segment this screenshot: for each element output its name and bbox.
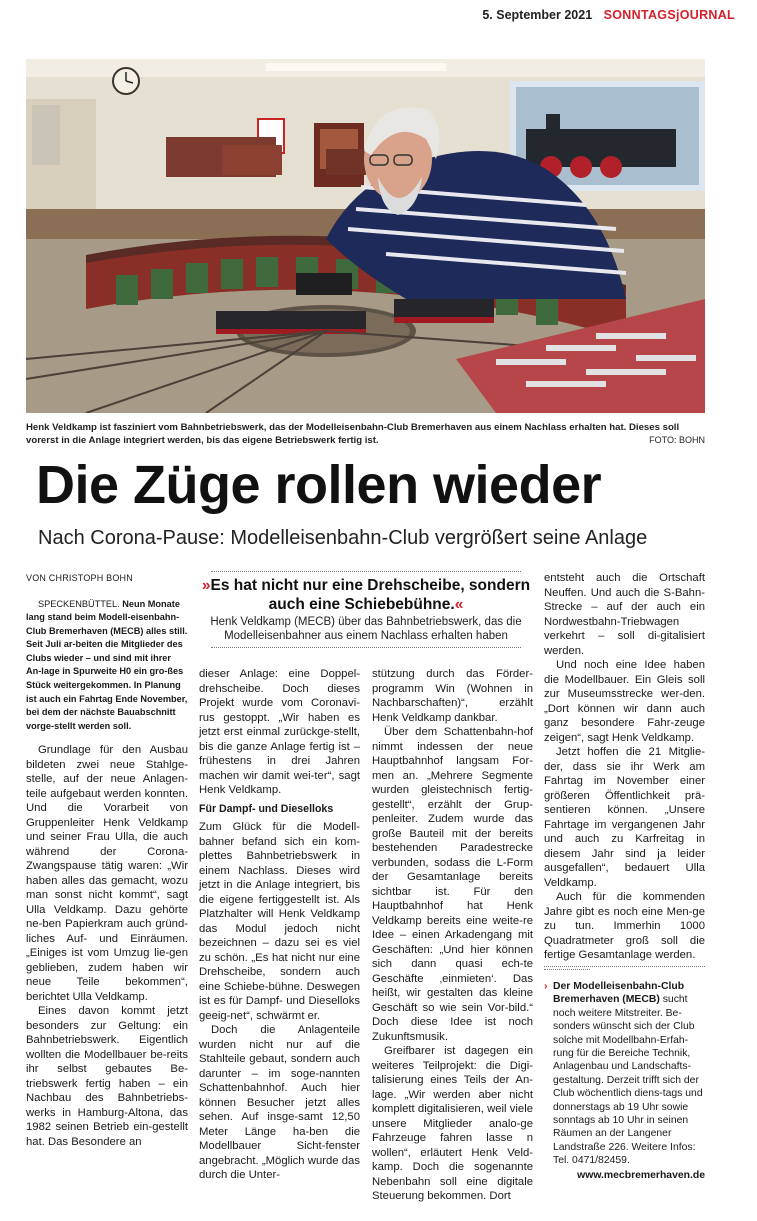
headline: Die Züge rollen wieder — [36, 455, 602, 515]
paragraph: Eines davon kommt jetzt besonders zur Geltung: ein Bahnbetriebswerk. Eigentlich wollten die Modellbauer be-reits ihr selbst gebautes Be-triebswerk fertig haben – ein Nachbau des Bahnbetriebs-werks in Hamburg-Altona, das 1982 seinen Betrieb ein-gestellt hat. Das Besondere an — [26, 1005, 188, 1148]
brand-logo: SONNTAGSjOURNAL — [603, 8, 735, 22]
column-1 — [26, 571, 188, 1149]
quote-divider-top — [211, 571, 521, 572]
pull-quote — [199, 571, 533, 648]
subheadline: Nach Corona-Pause: Modelleisenbahn-Club vergrößert seine Anlage — [38, 527, 648, 549]
quote-close-mark: « — [454, 596, 464, 613]
paragraph: Auch für die kommenden Jahre gibt es noch eine Men-ge zu tun. Immerhin 1000 Quadratmeter groß soll die fertige Gesamtanlage werden. — [544, 891, 705, 961]
column-3 — [372, 667, 533, 1204]
issue-date: 5. September 2021 — [482, 8, 593, 22]
caption-text: Henk Veldkamp ist fasziniert vom Bahnbetriebswerk, das der Modelleisenbahn-Club Bremerhaven aus einem Nachlass erhalten hat. Dieses soll vorerst in die Anlage integriert werden, bis das eigene Betriebswerk fertig ist. — [26, 422, 680, 446]
infobox-divider-short — [544, 969, 590, 970]
paragraph: dieser Anlage: eine Doppel-drehscheibe. Doch dieses Projekt wurde vom Coronavi-rus gestoppt. „Wir haben es jetzt erst einmal zurückge-stellt, bis die ganze Anlage fertig ist – frühestens in drei Jahren machen wir damit wei-ter“, sagt Henk Veldkamp. — [199, 668, 360, 796]
paragraph: Doch die Anlagenteile wurden nicht nur auf die Stahlteile gebaut, sondern auch darunter – im soge-nannten Schattenbahnhof. Auch hier können Besucher jetzt alles sehen. Auf insge-samt 12,50 Meter Länge ha-ben die Modellbauer Sicht-fenster angebracht. „Möglich wurde das durch die Unter- — [199, 1024, 360, 1181]
paragraph: Über dem Schattenbahn-hof nimmt indessen der neue Hauptbahnhof langsam For-men an. „Mehrere Segmente wurden gleistechnisch fertig-gestellt“, erzählt der Grup-penleiter. Zudem wurde das große Bauteil mit der bereits bestehenden Paradestrecke verbunden, sodass die L-Form der Gesamtanlage bereits sichtbar ist. Für den Hauptbahnhof hat Henk Veldkamp bereits eine weite-re Idee – einen Arkadengang mit Geschäften: „Und hier können sich dann quasi ech-te Geschäfte ‚einmieten‘. Das heißt, wir gestalten das kleine Geschäft so wie sein Vor-bild.“ Doch diese Idee ist noch Zukunftsmusik. — [372, 726, 533, 1043]
quote-source: Henk Veldkamp (MECB) über das Bahnbetriebswerk, das die Modelleisenbahner aus einem Nachlass erhalten haben — [210, 616, 522, 642]
paragraph: entsteht auch die Ortschaft Neuffen. Und auch die S-Bahn-Strecke – auf der auch ein Nordwestbahn-Triebwagen verkehrt – soll di-gitalisiert werden. — [544, 572, 705, 657]
paragraph: Zum Glück für die Modell-bahner befand sich ein kom-plettes Bahnbetriebswerk in einem Nachlass. Dieses wird jetzt in die Anlage integriert, bis die eigene fertiggestellt ist. Als Platzhalter will Henk Veldkamp das Modul jedoch nicht bezeichnen – dazu sei es viel zu schön. „Es hat nicht nur eine Drehscheibe, sondern auch eine Schiebe-bühne. Deswegen ist es für Dampf- und Dieselloks geeig-net“, schwärmt er. — [199, 821, 360, 1022]
info-box — [544, 966, 705, 1182]
infobox-body — [544, 980, 705, 1168]
paragraph: Grundlage für den Ausbau bildeten zwei neue Stahlge-stelle, auf der neue Anlagen-teile aufgebaut werden konnten. Und die Vorarbeit von Gruppenleiter Henk Veldkamp und seiner Frau Ulla, die auch während der Corona-Zwangspause tätig waren: „Wir haben alles das gemacht, wozu man sonst nicht kommt“, sagt Ulla Veldkamp. Dazu gehörte ne-ben Papierkram auch gründ-liches Auf- und Einräumen. „Einiges ist vom Umzug lie-gen geblieben, zudem haben wir neue Teile bekommen“, berichtet Ulla Veldkamp. — [26, 744, 188, 1003]
infobox-divider — [544, 966, 705, 967]
quote-divider-bottom — [211, 647, 521, 648]
section-subheading: Für Dampf- und Dieselloks — [199, 802, 334, 815]
article-intro — [26, 598, 188, 734]
article-photo — [26, 59, 705, 413]
infobox-text: sucht noch weitere Mitstreiter. Be-sonders wünscht sich der Club solche mit Modellbahn-Erfah-rung für die Bereiche Technik, Anlagenbau und Landschafts-gestaltung. Derzeit trifft sich der Club wöchentlich diens-tags und donnerstags ab 19 Uhr sowie sonntags ab 10 Uhr in seinen Räumen an der Langener Landstraße 226. Weitere Infos: Tel. 0471/82459. — [553, 994, 703, 1167]
paragraph: Und noch eine Idee haben die Modellbauer. Ein Gleis soll zur Museumsstrecke wer-den. „Dort können wir dann auch ganz besondere Fahr-zeuge zeigen“, sagt Henk Veldkamp. — [544, 659, 705, 744]
quote-text — [199, 576, 533, 614]
lead-text: Neun Monate lang stand beim Modell-eisenbahn-Club Bremerhaven (MECB) alles still. Seit Juli ar-beiten die Mitglieder des Clubs wieder – und sind mit ihrer An-lage in Spurweite H0 ein gro-ßes Stück weitergekommen. In Planung ist auch ein Fahrtag Ende November, bei dem der nächste Bauabschnitt vorge-stellt werden soll. — [26, 598, 188, 731]
paragraph: Greifbarer ist dagegen ein weiteres Teilprojekt: die Digi-talisierung eines Teils der An-lage. „Wir werden aber nicht komplett digitalisieren, weil viele unsere Mitglieder analo-ge Fahrzeuge fahren lasse n wollen“, erläutert Henk Veld-kamp. Doch die sogenannte Nebenbahn soll eine digitale Steuerung bekommen. Dort — [372, 1045, 533, 1202]
column-4 — [544, 571, 705, 963]
quote-body: Es hat nicht nur eine Drehscheibe, sondern auch eine Schiebebühne. — [210, 577, 531, 613]
paragraph: Jetzt hoffen die 21 Mitglie-der, dass sie ihr Werk am Fahrtag im November einer größeren Öffentlichkeit prä-sentieren können. „Unsere Fahrtage im vergangenen Jahr und auch zu Karfreitag in diesem Jahr sind ja leider ausgefallen“, bedauert Ulla Veldkamp. — [544, 746, 705, 889]
infobox-title: Der Modelleisenbahn-Club Bremerhaven (MECB) — [553, 981, 685, 1006]
dateline: SPECKENBÜTTEL. — [38, 598, 120, 609]
chevron-right-icon: › — [544, 981, 548, 992]
club-website-link[interactable]: www.mecbremerhaven.de — [577, 1169, 705, 1181]
masthead — [482, 8, 735, 22]
byline: VON CHRISTOPH BOHN — [26, 573, 133, 583]
quote-open-mark: » — [201, 577, 211, 594]
photo-credit: FOTO: BOHN — [649, 435, 705, 445]
model-railway-scene — [26, 59, 705, 413]
column-2 — [199, 667, 360, 1183]
photo-caption — [26, 421, 705, 447]
paragraph: stützung durch das Förder-programm Win (Wohnen in Nachbarschaften)“, erzählt Henk Veldkamp dankbar. — [372, 668, 533, 724]
